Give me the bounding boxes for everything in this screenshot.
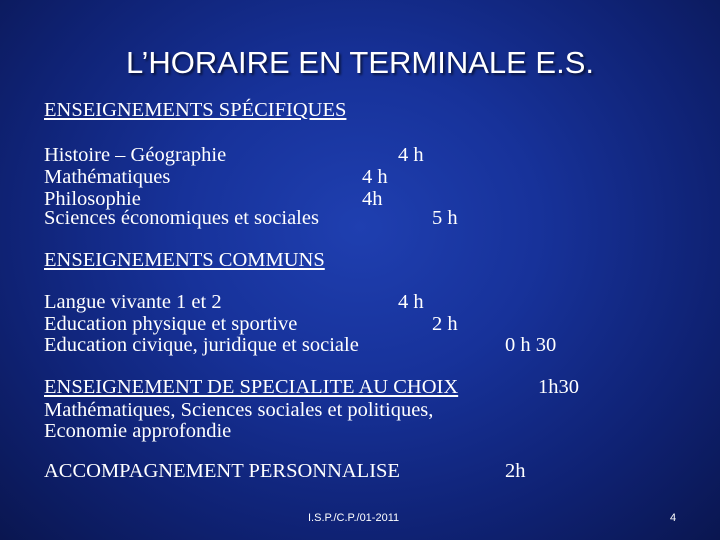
specifiques-item-label: Histoire – Géographie — [44, 144, 227, 166]
accompagnement-hours: 2h — [505, 460, 526, 482]
slide-title: L’HORAIRE EN TERMINALE E.S. — [126, 45, 594, 80]
communs-item-hours: 0 h 30 — [505, 334, 557, 356]
specifiques-item-label: Mathématiques — [44, 166, 171, 188]
communs-item-label: Education physique et sportive — [44, 313, 298, 335]
communs-item-hours: 2 h — [432, 313, 458, 335]
specifiques-heading: ENSEIGNEMENTS SPÉCIFIQUES — [44, 99, 347, 121]
communs-item-label: Langue vivante 1 et 2 — [44, 291, 222, 313]
communs-heading: ENSEIGNEMENTS COMMUNS — [44, 249, 325, 271]
specifiques-item-hours: 4 h — [398, 144, 424, 166]
specifiques-item-label: Sciences économiques et sociales — [44, 207, 319, 229]
specifiques-item-hours: 5 h — [432, 207, 458, 229]
specifiques-item-hours: 4 h — [362, 166, 388, 188]
communs-item-label: Education civique, juridique et sociale — [44, 334, 359, 356]
specialite-hours: 1h30 — [538, 376, 579, 398]
specifiques-item-hours: 4h — [362, 188, 383, 210]
accompagnement-label: ACCOMPAGNEMENT PERSONNALISE — [44, 460, 400, 482]
footer-reference: I.S.P./C.P./01-2011 — [308, 512, 400, 524]
specifiques-item-label: Philosophie — [44, 188, 141, 210]
specialite-line: Mathématiques, Sciences sociales et politiques, — [44, 399, 434, 421]
specialite-line: Economie approfondie — [44, 420, 232, 442]
specialite-heading: ENSEIGNEMENT DE SPECIALITE AU CHOIX — [44, 376, 459, 398]
page-number: 4 — [670, 512, 677, 524]
communs-item-hours: 4 h — [398, 291, 424, 313]
